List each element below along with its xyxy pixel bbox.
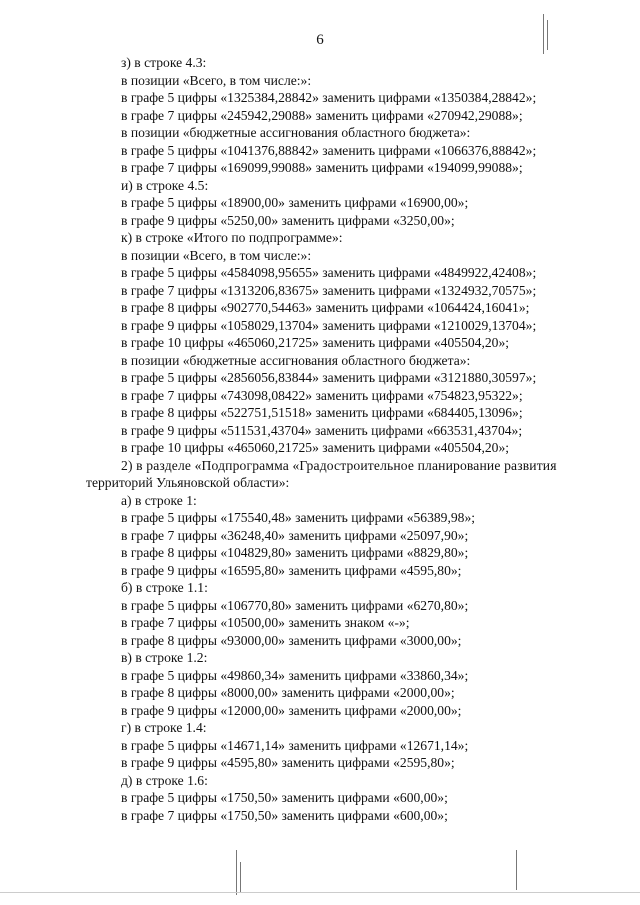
text-line: в графе 8 цифры «104829,80» заменить цифрами «8829,80»;: [121, 545, 469, 560]
scan-mark: [516, 850, 517, 890]
text-line: в графе 9 цифры «511531,43704» заменить цифрами «663531,43704»;: [121, 422, 523, 438]
text-line: в графе 5 цифры «1325384,28842» заменить цифрами «1350384,28842»;: [121, 90, 537, 105]
text-line: з) в строке 4.3:: [121, 55, 207, 70]
text-line: в графе 9 цифры «5250,00» заменить цифрами «3250,00»;: [121, 212, 455, 228]
text-line: в графе 8 цифры «93000,00» заменить цифрами «3000,00»;: [121, 632, 462, 648]
text-line: в графе 9 цифры «4595,80» заменить цифрами «2595,80»;: [121, 755, 455, 770]
text-line: в графе 9 цифры «16595,80» заменить цифрами «4595,80»;: [121, 562, 462, 578]
text-line: к) в строке «Итого по подпрограмме»:: [121, 230, 343, 245]
scan-mark: [0, 892, 640, 893]
text-line: в графе 7 цифры «169099,99088» заменить цифрами «194099,99088»;: [121, 160, 523, 175]
text-line: в графе 7 цифры «245942,29088» заменить цифрами «270942,29088»;: [121, 107, 523, 123]
text-line: в графе 7 цифры «10500,00» заменить знаком «-»;: [121, 615, 410, 630]
text-line: в графе 10 цифры «465060,21725» заменить цифрами «405504,20»;: [121, 335, 510, 350]
text-line: в графе 7 цифры «1750,50» заменить цифрами «600,00»;: [121, 807, 448, 823]
text-line: в графе 7 цифры «743098,08422» заменить цифрами «754823,95322»;: [121, 387, 523, 403]
text-line: в графе 5 цифры «14671,14» заменить цифрами «12671,14»;: [121, 737, 469, 753]
text-line: в позиции «бюджетные ассигнования областного бюджета»:: [121, 125, 471, 140]
section-heading-line: 2) в разделе «Подпрограмма «Градостроительное планирование развития: [121, 457, 557, 473]
text-line: в графе 8 цифры «522751,51518» заменить цифрами «684405,13096»;: [121, 405, 523, 420]
section-heading-line: территорий Ульяновской области»:: [86, 475, 290, 490]
text-line: в позиции «Всего, в том числе:»:: [121, 247, 312, 263]
text-line: в графе 5 цифры «49860,34» заменить цифрами «33860,34»;: [121, 667, 469, 683]
text-line: в графе 10 цифры «465060,21725» заменить цифрами «405504,20»;: [121, 440, 510, 455]
scan-mark: [236, 850, 237, 895]
text-line: г) в строке 1.4:: [121, 720, 207, 735]
document-body: [0, 54, 640, 824]
page-number: 6: [316, 32, 324, 48]
text-line: в графе 5 цифры «1041376,88842» заменить цифрами «1066376,88842»;: [121, 142, 537, 158]
text-line: в графе 9 цифры «1058029,13704» заменить цифрами «1210029,13704»;: [121, 317, 537, 333]
text-line: в графе 8 цифры «902770,54463» заменить цифрами «1064424,16041»;: [121, 300, 530, 315]
text-line: в графе 7 цифры «1313206,83675» заменить цифрами «1324932,70575»;: [121, 282, 537, 298]
text-line: в графе 7 цифры «36248,40» заменить цифрами «25097,90»;: [121, 527, 469, 543]
text-line: в позиции «бюджетные ассигнования областного бюджета»:: [121, 352, 471, 368]
text-line: в графе 5 цифры «175540,48» заменить цифрами «56389,98»;: [121, 510, 476, 525]
text-line: в графе 8 цифры «8000,00» заменить цифрами «2000,00»;: [121, 685, 455, 700]
text-line: в позиции «Всего, в том числе:»:: [121, 72, 312, 88]
text-line: в графе 5 цифры «106770,80» заменить цифрами «6270,80»;: [121, 597, 469, 613]
text-line: б) в строке 1.1:: [121, 580, 208, 595]
scan-mark: [240, 862, 241, 892]
text-line: в графе 9 цифры «12000,00» заменить цифрами «2000,00»;: [121, 702, 462, 718]
text-line: и) в строке 4.5:: [121, 177, 209, 193]
text-line: д) в строке 1.6:: [121, 772, 208, 788]
text-line: а) в строке 1:: [121, 492, 197, 508]
text-line: в графе 5 цифры «4584098,95655» заменить цифрами «4849922,42408»;: [121, 265, 537, 280]
text-line: в графе 5 цифры «18900,00» заменить цифрами «16900,00»;: [121, 195, 469, 210]
text-line: в графе 5 цифры «2856056,83844» заменить цифрами «3121880,30597»;: [121, 370, 537, 385]
text-line: в графе 5 цифры «1750,50» заменить цифрами «600,00»;: [121, 790, 448, 805]
scan-mark: [543, 14, 544, 54]
text-line: в) в строке 1.2:: [121, 650, 208, 665]
scan-mark: [547, 20, 548, 50]
